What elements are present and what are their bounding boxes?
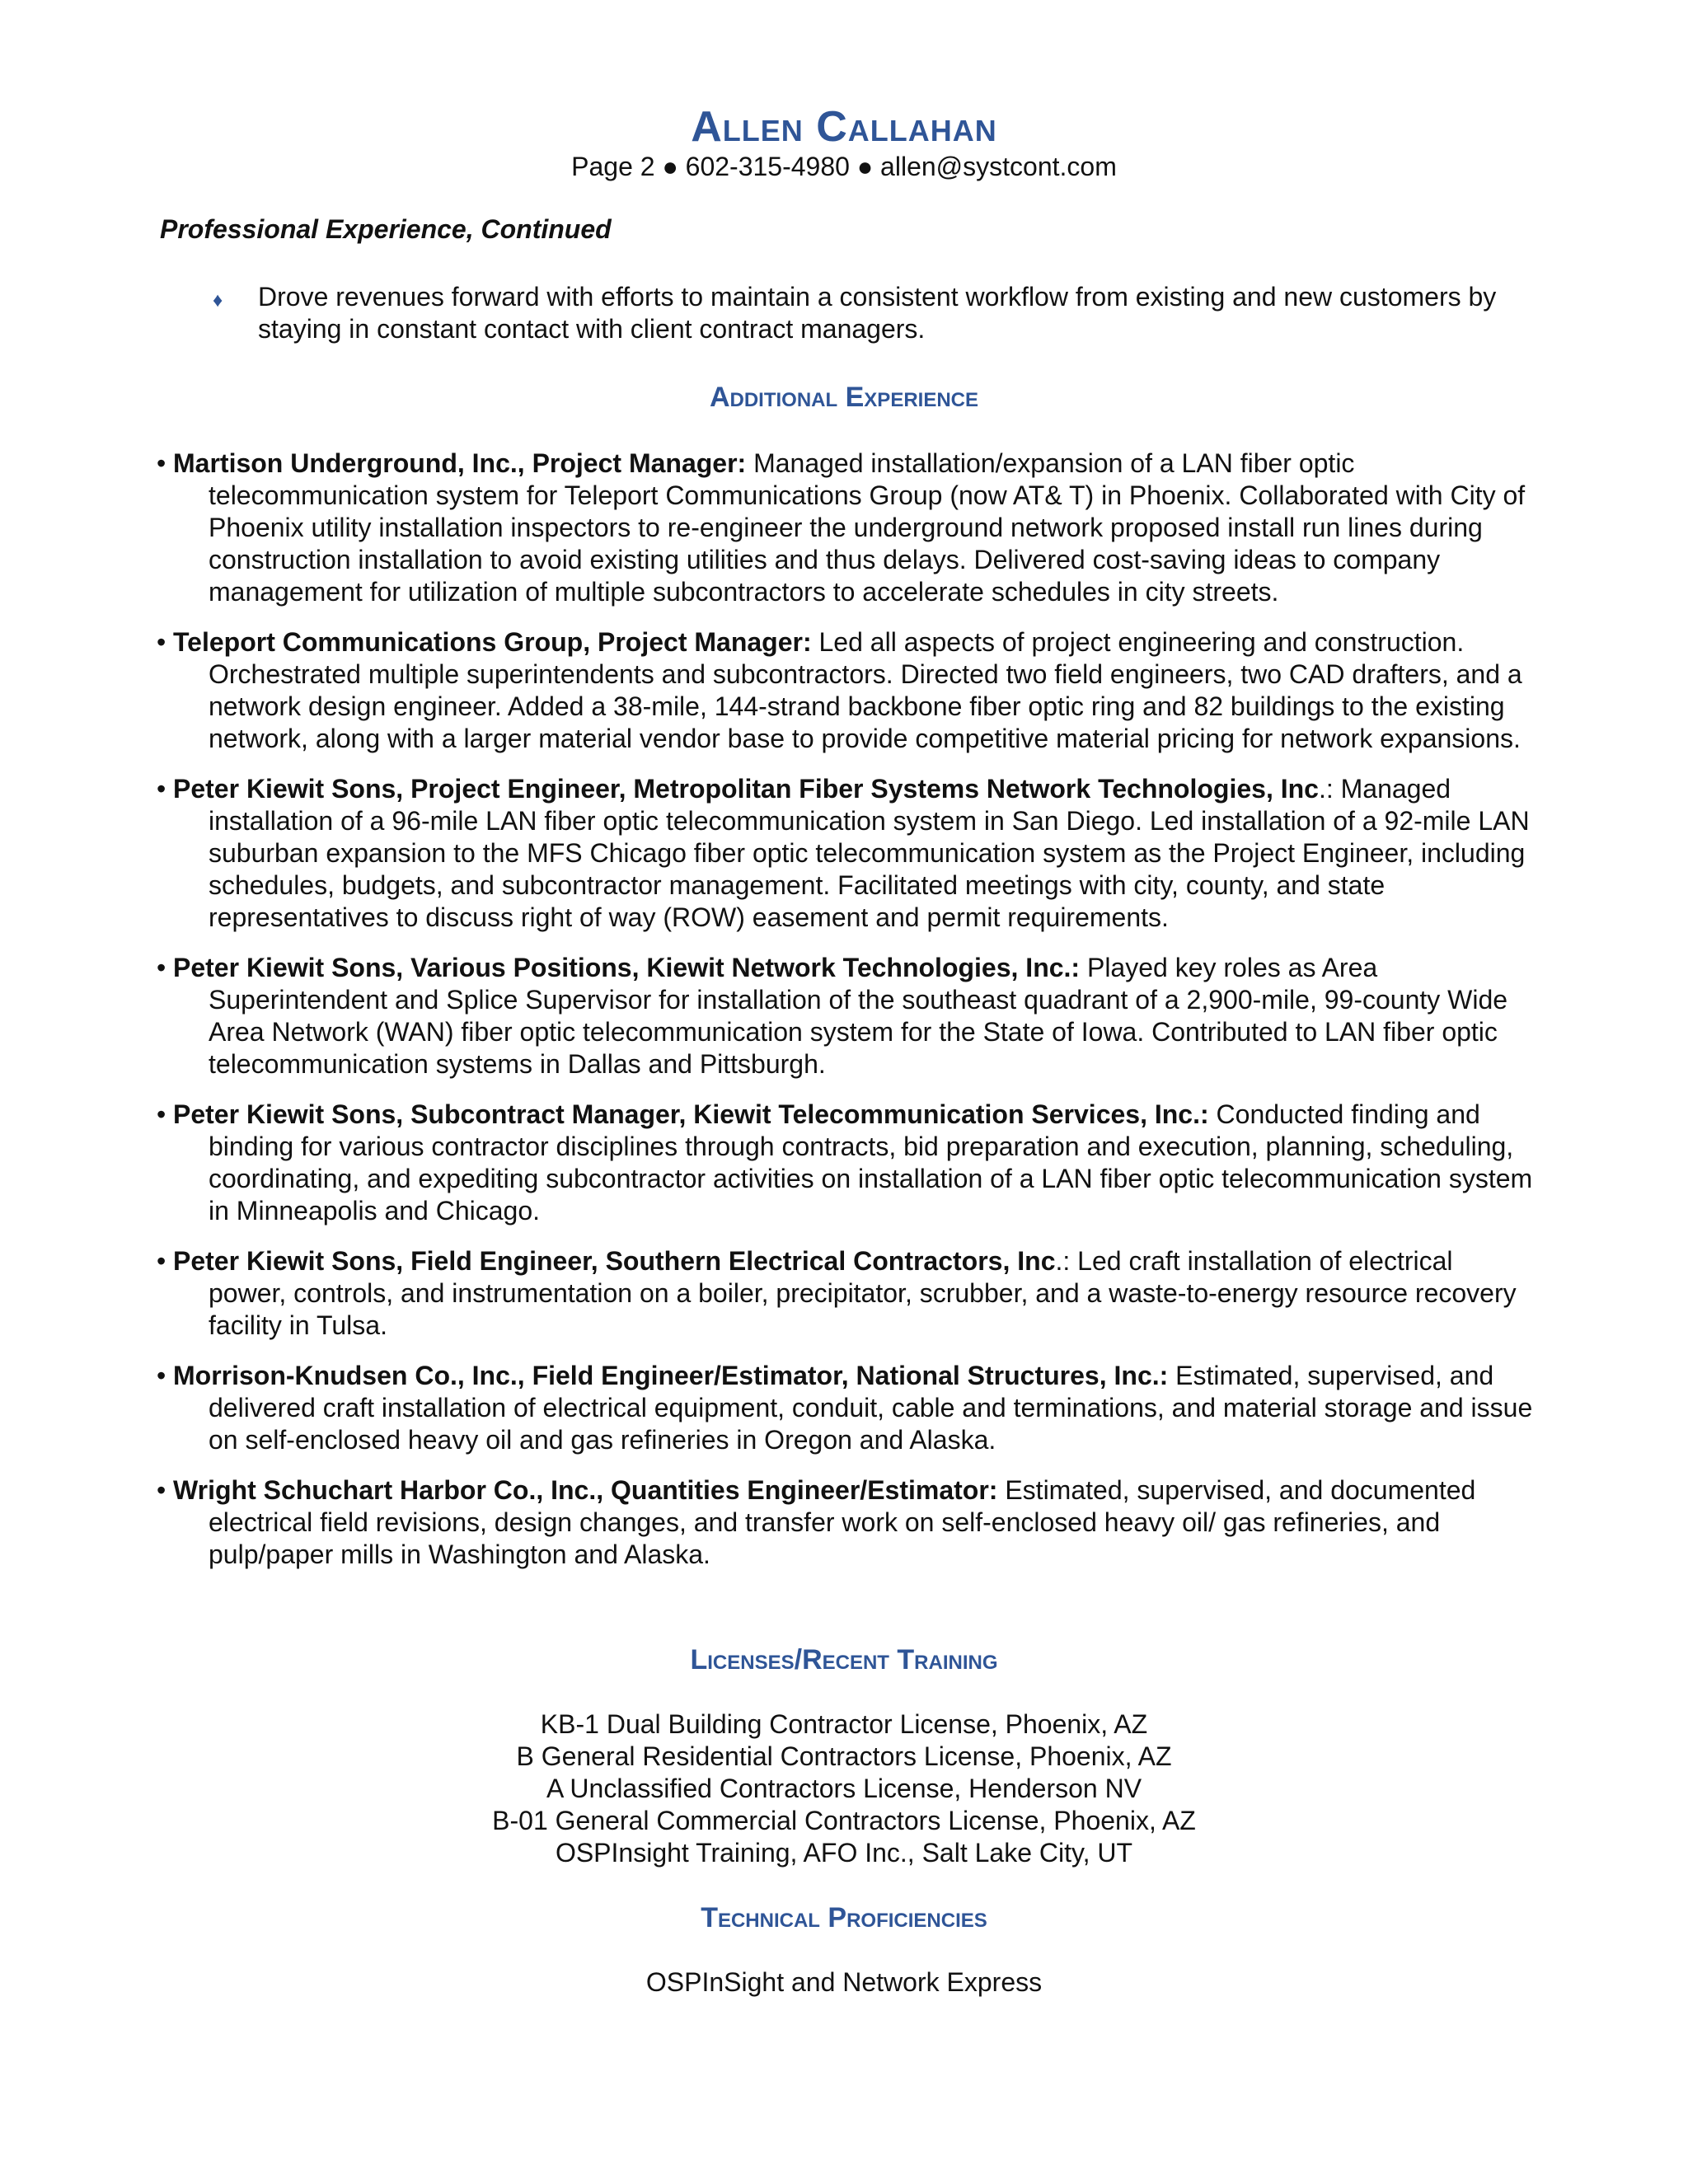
continued-heading: Professional Experience, Continued (160, 214, 612, 244)
technical-list (0, 1966, 1688, 1999)
experience-company: Morrison-Knudsen Co., Inc., Field Engineer/Estimator, National Structures, Inc.: (173, 1361, 1169, 1390)
additional-experience-list (157, 448, 1537, 1589)
experience-entry (157, 773, 1537, 934)
experience-entry (157, 1360, 1537, 1456)
experience-description: Played key roles as Area Superintendent and Splice Supervisor for installation of the southeast quadrant of a 2,900-mile, 99-county Wide Area Network (WAN) fiber optic telecommunication system for the State of Iowa. Contributed to LAN fiber optic telecommunication systems in Dallas and Pittsburgh. (209, 953, 1508, 1079)
experience-entry (157, 626, 1537, 755)
bullet-icon: • (157, 1246, 166, 1276)
experience-description: Estimated, supervised, and documented electrical field revisions, design changes, and transfer work on self-enclosed heavy oil/ gas refineries, and pulp/paper mills in Washington and Alaska. (209, 1475, 1476, 1569)
diamond-bullet-icon: ♦ (213, 289, 223, 312)
continued-bullet (213, 281, 1531, 345)
experience-company: Peter Kiewit Sons, Various Positions, Kiewit Network Technologies, Inc.: (173, 953, 1081, 982)
experience-description: .: Managed installation of a 96-mile LAN fiber optic telecommunication system in San Diego. Led installation of a 92-mile LAN suburban expansion to the MFS Chicago fiber optic telecommunication system as the Project Engineer, including schedules, budgets, and subcontractor management. Facilitated meetings with city, county, and state representatives to discuss right of way (ROW) easement and permit requirements. (209, 774, 1530, 932)
bullet-icon: • (157, 448, 166, 478)
experience-company: Teleport Communications Group, Project Manager: (173, 627, 812, 657)
experience-entry (157, 1245, 1537, 1342)
technical-title: Technical Proficiencies (701, 1902, 987, 1933)
bullet-icon: • (157, 774, 166, 804)
experience-company: Martison Underground, Inc., Project Manager: (173, 448, 747, 478)
continued-bullet-text: Drove revenues forward with efforts to maintain a consistent workflow from existing and new customers by staying in constant contact with client contract managers. (258, 282, 1497, 344)
experience-description: .: Led craft installation of electrical power, controls, and instrumentation on a boiler, precipitator, scrubber, and a waste-to-energy resource recovery facility in Tulsa. (209, 1246, 1517, 1340)
bullet-icon: • (157, 627, 166, 657)
license-item: OSPInsight Training, AFO Inc., Salt Lake City, UT (555, 1838, 1133, 1868)
license-item: B-01 General Commercial Contractors License, Phoenix, AZ (492, 1806, 1196, 1835)
experience-description: Led all aspects of project engineering and construction. Orchestrated multiple superintendents and subcontractors. Directed two field engineers, two CAD drafters, and a network design engineer. Added a 38-mile, 144-strand backbone fiber optic ring and 82 buildings to the existing network, along with a larger material vendor base to provide competitive material pricing for network expansions. (209, 627, 1522, 753)
bullet-icon: • (157, 953, 166, 982)
experience-entry (157, 1474, 1537, 1571)
experience-entry (157, 448, 1537, 608)
bullet-icon: • (157, 1475, 166, 1505)
licenses-list (0, 1708, 1688, 1869)
bullet-icon: • (157, 1099, 166, 1129)
experience-company: Wright Schuchart Harbor Co., Inc., Quantities Engineer/Estimator: (173, 1475, 998, 1505)
experience-description: Conducted finding and binding for various contractor disciplines through contracts, bid preparation and execution, planning, scheduling, coordinating, and expediting subcontractor activities on installation of a LAN fiber optic telecommunication system in Minneapolis and Chicago. (209, 1099, 1533, 1226)
license-item: A Unclassified Contractors License, Henderson NV (546, 1774, 1142, 1803)
bullet-icon: • (157, 1361, 166, 1390)
experience-company: Peter Kiewit Sons, Field Engineer, Southern Electrical Contractors, Inc (173, 1246, 1056, 1276)
licenses-title: Licenses/Recent Training (690, 1644, 998, 1675)
experience-entry (157, 1099, 1537, 1227)
experience-company: Peter Kiewit Sons, Project Engineer, Metropolitan Fiber Systems Network Technologies, Inc (173, 774, 1319, 804)
technical-item: OSPInSight and Network Express (645, 1967, 1043, 1997)
additional-experience-title: Additional Experience (709, 382, 979, 413)
experience-description: Estimated, supervised, and delivered craft installation of electrical equipment, conduit, cable and terminations, and material storage and issue on self-enclosed heavy oil and gas refineries in Oregon and Alaska. (209, 1361, 1533, 1455)
experience-description: Managed installation/expansion of a LAN fiber optic telecommunication system for Teleport Communications Group (now AT& T) in Phoenix. Collaborated with City of Phoenix utility installation inspectors to re-engineer the underground network proposed install run lines during construction installation to avoid existing utilities and thus delays. Delivered cost-saving ideas to company management for utilization of multiple subcontractors to accelerate schedules in city streets. (209, 448, 1526, 607)
license-item: B General Residential Contractors License, Phoenix, AZ (516, 1741, 1172, 1771)
experience-entry (157, 952, 1537, 1080)
experience-company: Peter Kiewit Sons, Subcontract Manager, Kiewit Telecommunication Services, Inc.: (173, 1099, 1209, 1129)
contact-line: Page 2 ● 602-315-4980 ● allen@systcont.com (571, 152, 1117, 181)
license-item: KB-1 Dual Building Contractor License, Phoenix, AZ (540, 1709, 1148, 1739)
candidate-name: Allen Callahan (691, 103, 997, 151)
